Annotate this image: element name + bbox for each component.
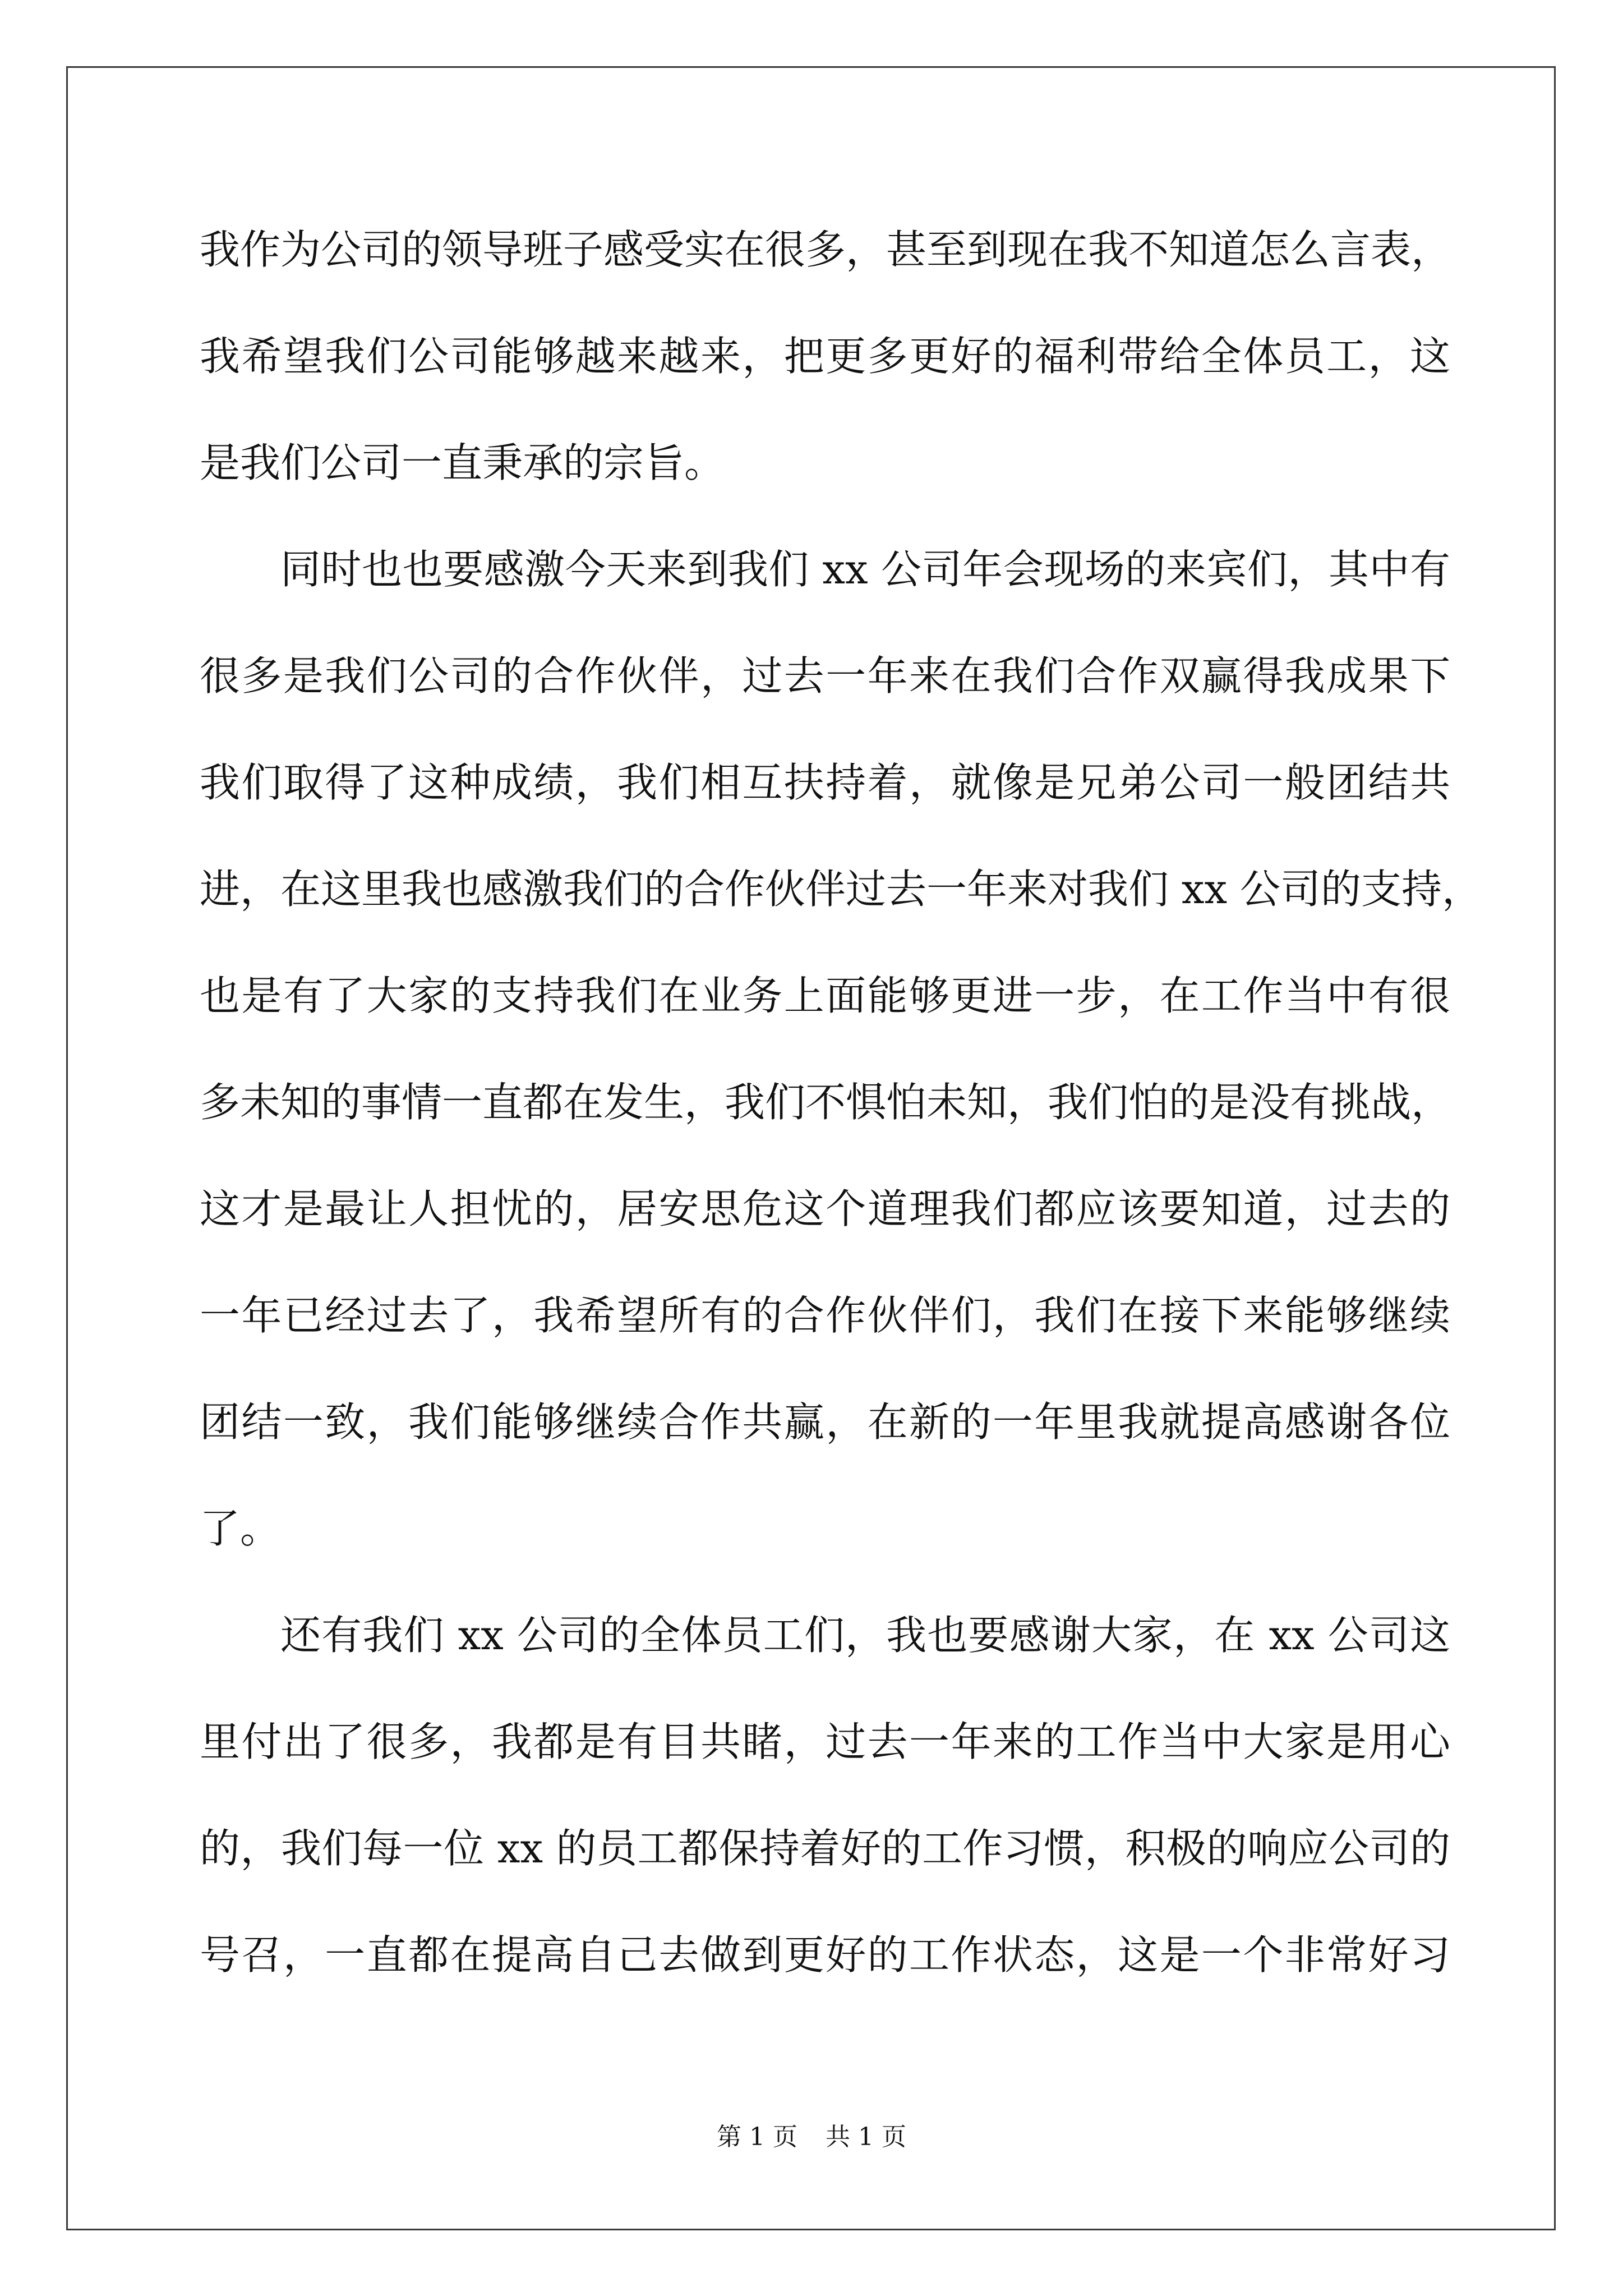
text-line: 进，在这里我也感激我们的合作伙伴过去一年来对我们 xx 公司的支持， xyxy=(200,866,1482,913)
text-line: 同时也也要感激今天来到我们 xx 公司年会现场的来宾们，其中有 xyxy=(280,546,1450,593)
paragraph-3 xyxy=(200,1593,1450,2019)
text-line: 很多是我们公司的合作伙伴，过去一年来在我们合作双赢得我成果下 xyxy=(200,652,1450,700)
text-line: 团结一致，我们能够继续合作共赢，在新的一年里我就提高感谢各位 xyxy=(200,1398,1450,1446)
paragraph-2 xyxy=(200,527,1482,1593)
text-line: 是我们公司一直秉承的宗旨。 xyxy=(200,439,725,486)
paragraph-1 xyxy=(200,208,1450,527)
document-body xyxy=(200,208,1482,2019)
page-count: 共 1 页 xyxy=(826,2123,906,2151)
text-line: 多未知的事情一直都在发生，我们不惧怕未知，我们怕的是没有挑战， xyxy=(200,1079,1452,1126)
text-line: 了。 xyxy=(200,1505,281,1552)
text-line: 里付出了很多，我都是有目共睹，过去一年来的工作当中大家是用心 xyxy=(200,1718,1450,1765)
text-line: 我们取得了这种成绩，我们相互扶持着，就像是兄弟公司一般团结共 xyxy=(200,759,1450,806)
text-line: 的，我们每一位 xx 的员工都保持着好的工作习惯，积极的响应公司的 xyxy=(200,1825,1450,1872)
text-line: 号召，一直都在提高自己去做到更好的工作状态，这是一个非常好习 xyxy=(200,1931,1450,1978)
text-line: 我希望我们公司能够越来越来，把更多更好的福利带给全体员工，这 xyxy=(200,333,1450,380)
text-line: 这才是最让人担忧的，居安思危这个道理我们都应该要知道，过去的 xyxy=(200,1185,1450,1232)
page-footer xyxy=(0,2120,1623,2154)
text-line: 也是有了大家的支持我们在业务上面能够更进一步，在工作当中有很 xyxy=(200,972,1450,1019)
text-line: 一年已经过去了，我希望所有的合作伙伴们，我们在接下来能够继续 xyxy=(200,1292,1450,1339)
text-line: 我作为公司的领导班子感受实在很多，甚至到现在我不知道怎么言表， xyxy=(200,226,1452,273)
text-line: 还有我们 xx 公司的全体员工们，我也要感谢大家，在 xx 公司这 xyxy=(280,1612,1450,1659)
page-number: 第 1 页 xyxy=(717,2123,797,2151)
